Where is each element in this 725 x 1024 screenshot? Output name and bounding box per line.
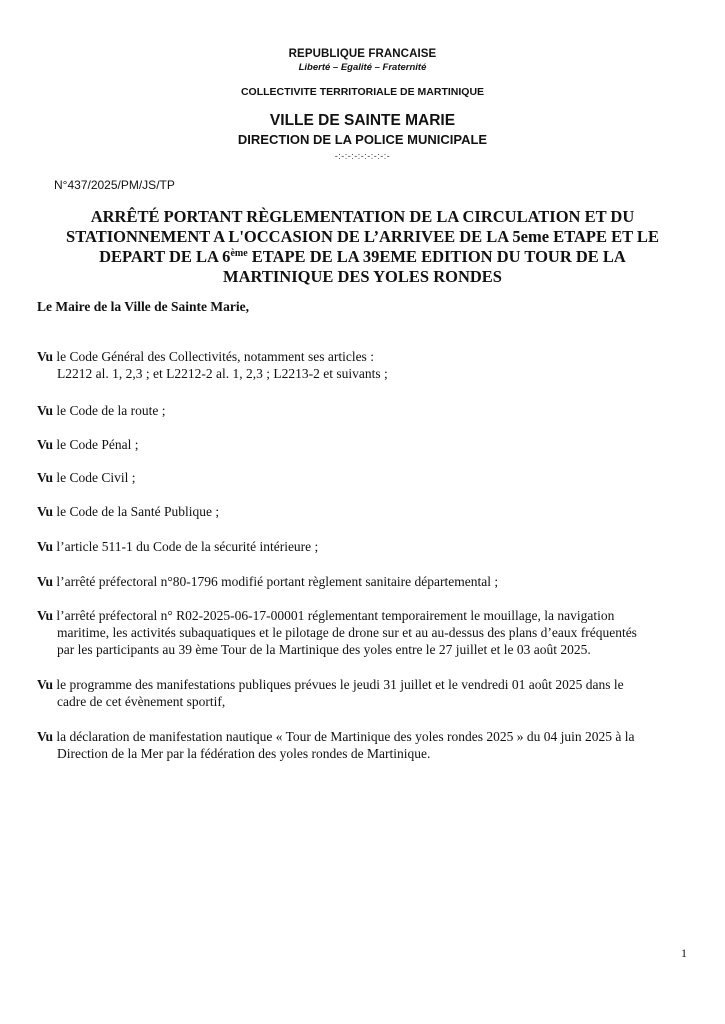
vu-keyword: Vu <box>37 349 54 364</box>
reference-number: N°437/2025/PM/JS/TP <box>54 178 175 192</box>
vu-keyword: Vu <box>37 437 54 452</box>
vu-text-continued: par les participants au 39 ème Tour de la Martinique des yoles entre le 27 juillet et le 03 août 2025. <box>57 642 591 657</box>
vu-text: le Code Pénal ; <box>53 437 139 452</box>
vu-clause-4 <box>37 469 687 486</box>
title-line-3-superscript: ème <box>230 248 248 259</box>
vu-keyword: Vu <box>37 608 54 623</box>
vu-clause-7 <box>37 573 687 590</box>
vu-clause-5 <box>37 503 687 520</box>
vu-clause-2 <box>37 402 687 419</box>
vu-clause-3 <box>37 436 687 453</box>
vu-clause-6 <box>37 538 687 555</box>
department-heading: DIRECTION DE LA POLICE MUNICIPALE <box>237 132 488 147</box>
vu-text-continued: cadre de cet évènement sportif, <box>57 694 226 709</box>
vu-text-continued: L2212 al. 1, 2,3 ; et L2212-2 al. 1, 2,3 ; L2213-2 et suivants ; <box>57 366 388 381</box>
vu-keyword: Vu <box>37 574 54 589</box>
vu-text: l’article 511-1 du Code de la sécurité intérieure ; <box>53 539 319 554</box>
header-separator: -:-:-:-:-:-:-:-:- <box>334 151 391 161</box>
vu-text: le Code de la Santé Publique ; <box>53 504 220 519</box>
mayor-line: Le Maire de la Ville de Sainte Marie, <box>37 299 249 314</box>
vu-text-continued: Direction de la Mer par la fédération des yoles rondes de Martinique. <box>57 746 431 761</box>
vu-text: l’arrêté préfectoral n°80-1796 modifié portant règlement sanitaire départemental ; <box>53 574 499 589</box>
vu-keyword: Vu <box>37 403 54 418</box>
vu-keyword: Vu <box>37 470 54 485</box>
vu-text: le Code Civil ; <box>53 470 136 485</box>
vu-keyword: Vu <box>37 539 54 554</box>
republic-heading: REPUBLIQUE FRANCAISE <box>288 48 437 60</box>
title-line-3-end: ETAPE DE LA 39EME EDITION DU TOUR DE LA <box>247 247 626 266</box>
vu-clause-9 <box>37 676 687 710</box>
vu-clause-8 <box>37 607 687 658</box>
collectivite-heading: COLLECTIVITE TERRITORIALE DE MARTINIQUE <box>240 86 485 98</box>
page-number: 1 <box>681 946 687 960</box>
title-line-3-start: DEPART DE LA 6 <box>99 247 231 266</box>
title-line-2: STATIONNEMENT A L'OCCASION DE L’ARRIVEE DE LA 5eme ETAPE ET LE <box>66 227 659 246</box>
vu-text: la déclaration de manifestation nautique « Tour de Martinique des yoles rondes 2025 » du 04 juin 2025 à la <box>53 729 635 744</box>
vu-clause-10 <box>37 728 687 762</box>
national-motto: Liberté – Egalité – Fraternité <box>298 62 427 73</box>
city-heading: VILLE DE SAINTE MARIE <box>269 112 456 129</box>
vu-text: le programme des manifestations publiques prévues le jeudi 31 juillet et le vendredi 01 août 2025 dans le <box>53 677 624 692</box>
vu-text-continued: maritime, les activités subaquatiques et le pilotage de drone sur et au au-dessus des plans d’eaux fréquentés <box>57 625 637 640</box>
vu-text: l’arrêté préfectoral n° R02-2025-06-17-00001 réglementant temporairement le mouillage, la navigation <box>53 608 615 623</box>
decree-title <box>40 207 685 287</box>
vu-clause-1 <box>37 348 687 382</box>
vu-text: le Code de la route ; <box>53 403 166 418</box>
title-line-1: ARRÊTÉ PORTANT RÈGLEMENTATION DE LA CIRCULATION ET DU <box>90 207 635 226</box>
vu-text: le Code Général des Collectivités, notamment ses articles : <box>53 349 374 364</box>
title-line-3 <box>40 247 685 267</box>
vu-keyword: Vu <box>37 504 54 519</box>
vu-keyword: Vu <box>37 729 54 744</box>
title-line-4: MARTINIQUE DES YOLES RONDES <box>223 267 502 286</box>
vu-keyword: Vu <box>37 677 54 692</box>
